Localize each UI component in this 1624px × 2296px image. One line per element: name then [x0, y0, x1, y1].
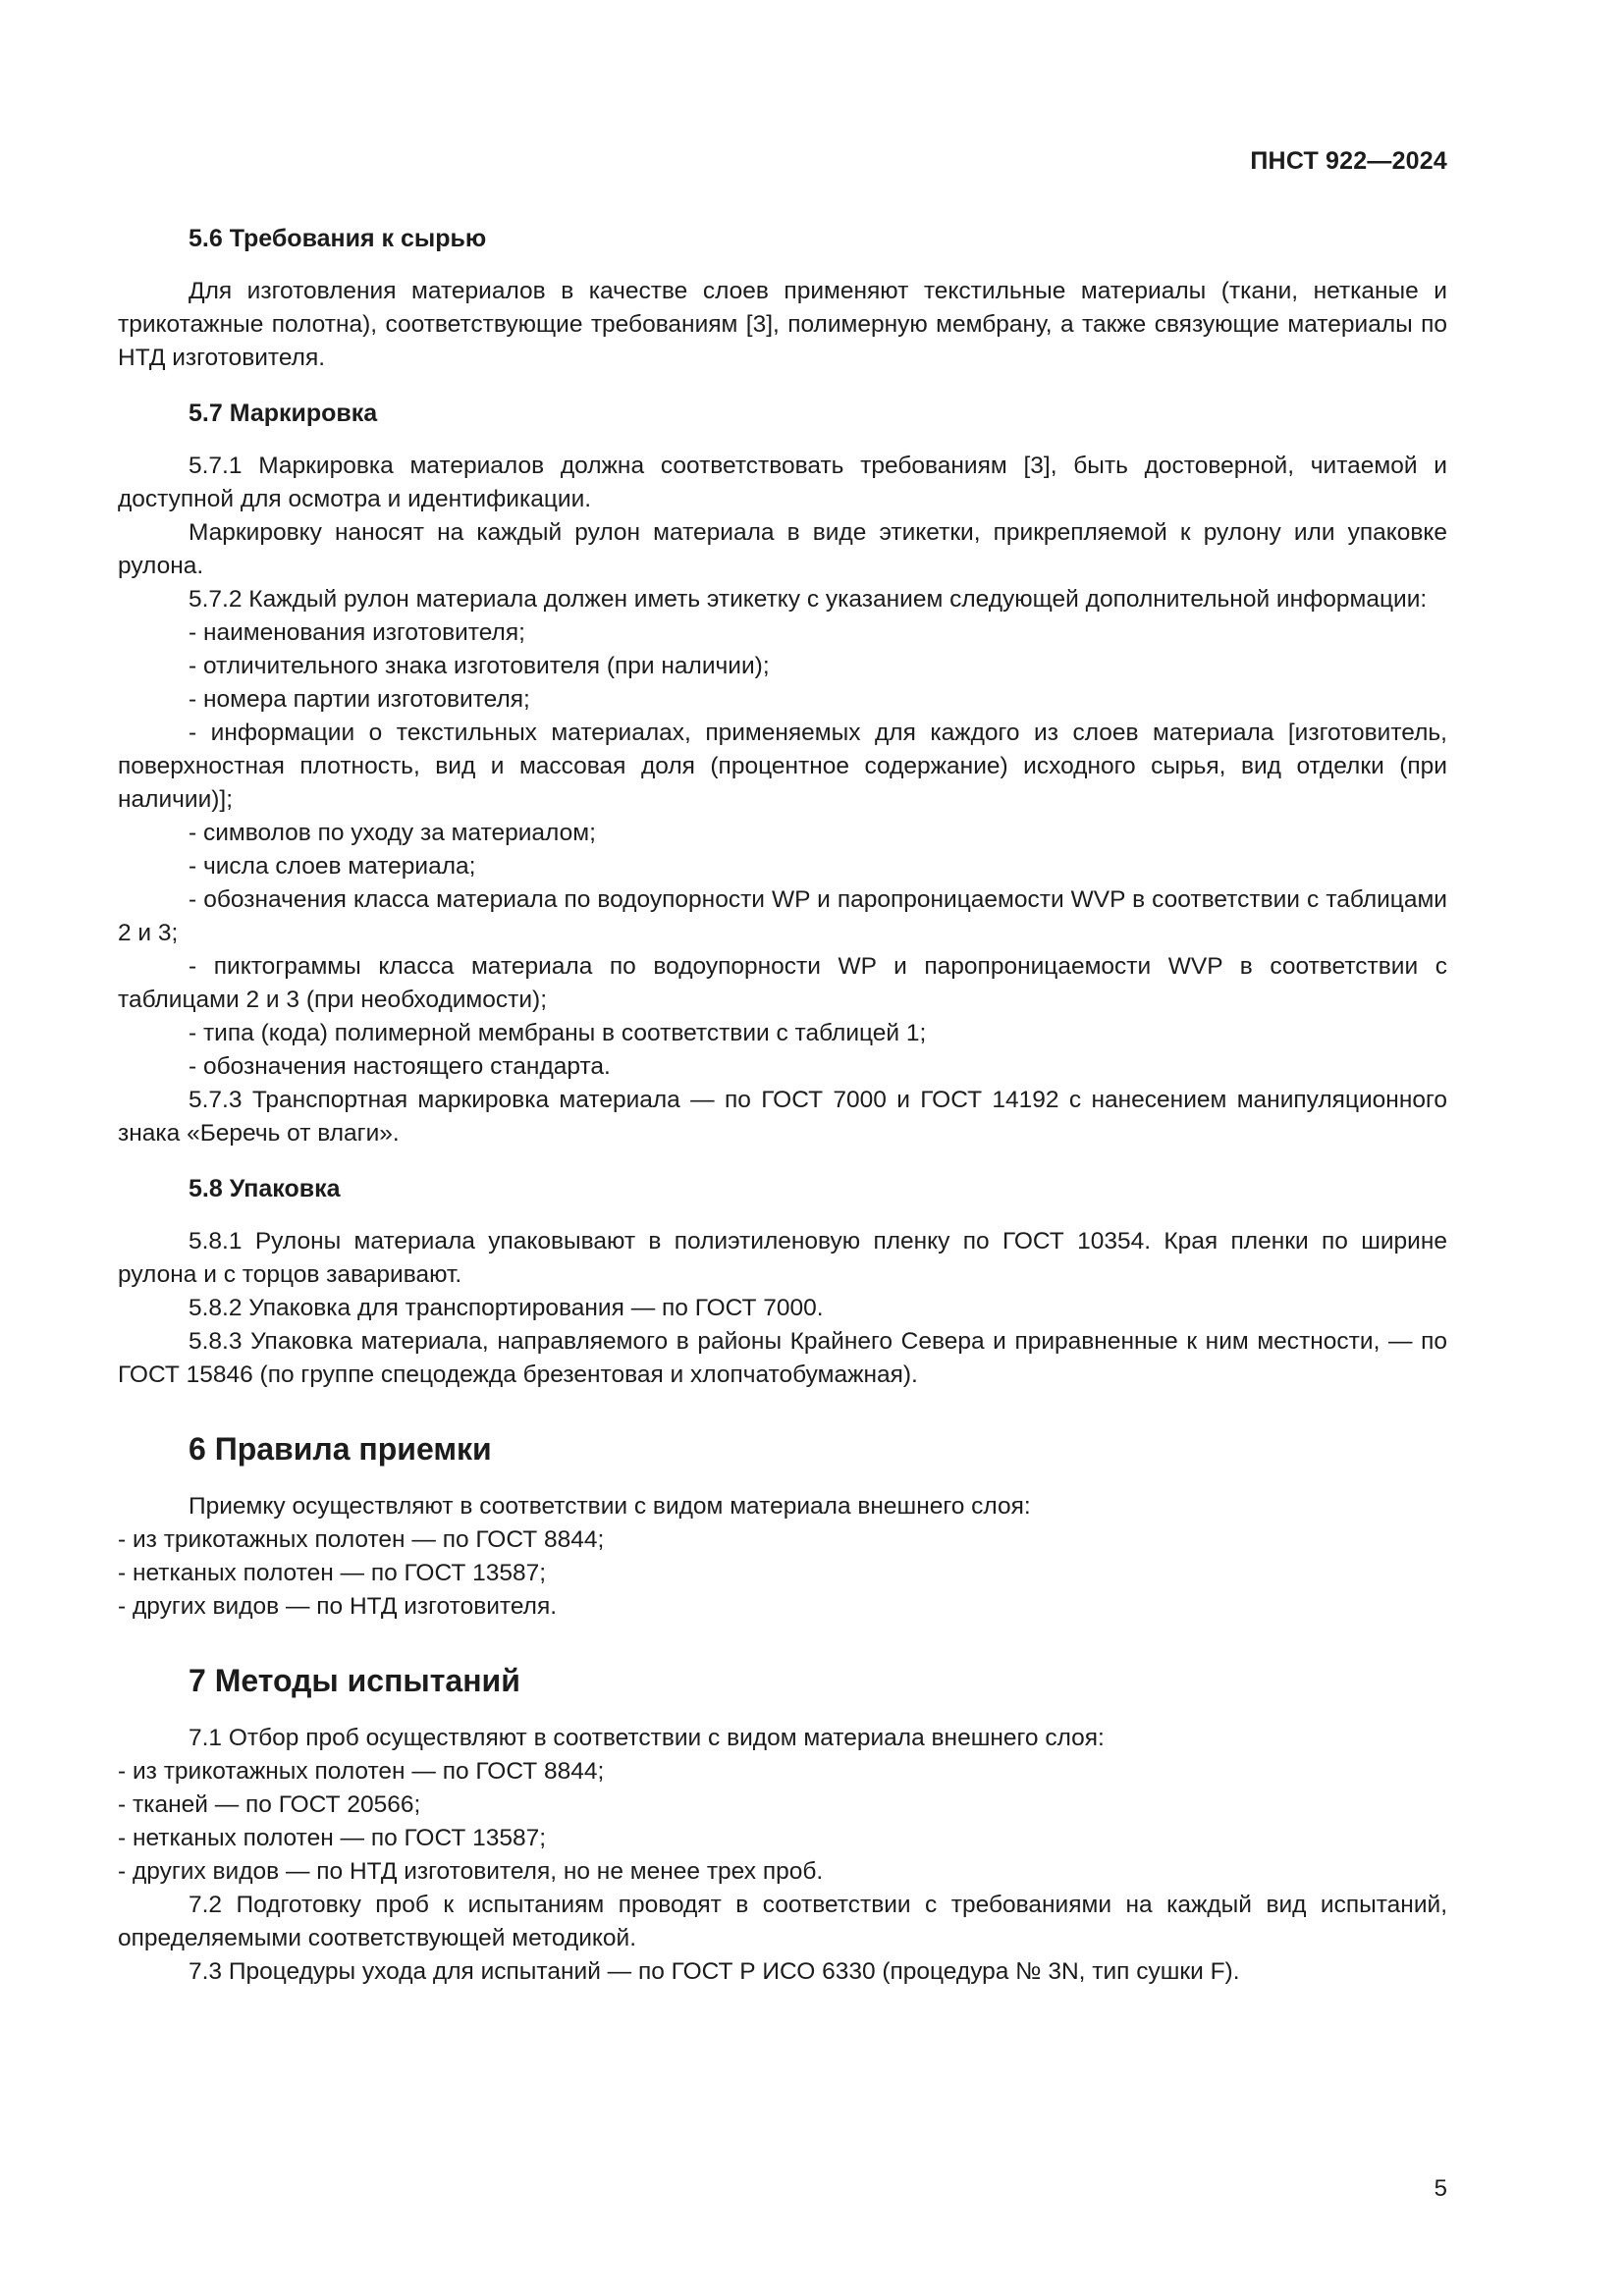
- list-item: - отличительного знака изготовителя (при наличии);: [189, 653, 770, 679]
- section-6-heading: 6 Правила приемки: [189, 1431, 492, 1467]
- section-5-7-heading: 5.7 Маркировка: [189, 400, 378, 427]
- list-item: - из трикотажных полотен — по ГОСТ 8844;: [118, 1758, 605, 1785]
- document-body: [118, 222, 1447, 1989]
- list-item: - пиктограммы класса материала по водоупорности WP и паропроницаемости WVP в соответствии с таблицами 2 и 3 (при необходимости);: [118, 953, 1447, 1013]
- clause-7-1: 7.1 Отбор проб осуществляют в соответствии с видом материала внешнего слоя:: [189, 1725, 1105, 1751]
- list-item: - других видов — по НТД изготовителя, но не менее трех проб.: [118, 1858, 824, 1885]
- list-item: - числа слоев материала;: [189, 853, 476, 880]
- list-item: - из трикотажных полотен — по ГОСТ 8844;: [118, 1526, 605, 1553]
- clause-7-3: 7.3 Процедуры ухода для испытаний — по ГОСТ Р ИСО 6330 (процедура № 3N, тип сушки F).: [189, 1958, 1240, 1985]
- clause-5-7-3: 5.7.3 Транспортная маркировка материала — по ГОСТ 7000 и ГОСТ 14192 с нанесением манипуляционного знака «Беречь от влаги».: [118, 1087, 1447, 1147]
- clause-5-7-1-paragraph-2: Маркировку наносят на каждый рулон материала в виде этикетки, прикрепляемой к рулону или упаковке рулона.: [118, 519, 1447, 579]
- list-item: - нетканых полотен — по ГОСТ 13587;: [118, 1560, 547, 1586]
- list-item: - обозначения класса материала по водоупорности WP и паропроницаемости WVP в соответствии с таблицами 2 и 3;: [118, 886, 1447, 946]
- list-item: - обозначения настоящего стандарта.: [189, 1053, 611, 1080]
- clause-5-8-1: 5.8.1 Рулоны материала упаковывают в полиэтиленовую пленку по ГОСТ 10354. Края пленки по ширине рулона и с торцов заваривают.: [118, 1228, 1447, 1288]
- list-item: - других видов — по НТД изготовителя.: [118, 1593, 558, 1620]
- document-code: ПНСТ 922—2024: [1250, 147, 1447, 175]
- section-5-6-paragraph: Для изготовления материалов в качестве слоев применяют текстильные материалы (ткани, нетканые и трикотажные полотна), соответствующие требованиям [3], полимерную мембрану, а также связующие материалы по НТД изготовителя.: [118, 278, 1447, 371]
- section-6-intro: Приемку осуществляют в соответствии с видом материала внешнего слоя:: [189, 1493, 1031, 1520]
- list-item: - информации о текстильных материалах, применяемых для каждого из слоев материала [изготовитель, поверхностная плотность, вид и массовая доля (процентное содержание) исходного сырья, вид отделки (при наличии)];: [118, 720, 1447, 813]
- clause-5-8-2: 5.8.2 Упаковка для транспортирования — по ГОСТ 7000.: [189, 1295, 824, 1321]
- clause-5-7-1: 5.7.1 Маркировка материалов должна соответствовать требованиям [3], быть достоверной, читаемой и доступной для осмотра и идентификации.: [118, 453, 1447, 512]
- section-5-6-heading: 5.6 Требования к сырью: [189, 225, 487, 252]
- section-5-8-heading: 5.8 Упаковка: [189, 1175, 341, 1202]
- list-item: - номера партии изготовителя;: [189, 686, 530, 713]
- list-item: - тканей — по ГОСТ 20566;: [118, 1791, 421, 1818]
- list-item: - типа (кода) полимерной мембраны в соответствии с таблицей 1;: [189, 1020, 927, 1046]
- clause-5-8-3: 5.8.3 Упаковка материала, направляемого в районы Крайнего Севера и приравненные к ним местности, — по ГОСТ 15846 (по группе спецодежда брезентовая и хлопчатобумажная).: [118, 1328, 1447, 1388]
- list-item: - нетканых полотен — по ГОСТ 13587;: [118, 1825, 547, 1851]
- clause-5-7-2: 5.7.2 Каждый рулон материала должен иметь этикетку с указанием следующей дополнительной информации:: [189, 586, 1428, 613]
- page-number: 5: [1434, 2175, 1447, 2202]
- list-item: - наименования изготовителя;: [189, 619, 525, 646]
- section-7-heading: 7 Методы испытаний: [189, 1663, 520, 1698]
- list-item: - символов по уходу за материалом;: [189, 820, 596, 846]
- clause-7-2: 7.2 Подготовку проб к испытаниям проводят в соответствии с требованиями на каждый вид испытаний, определяемыми соответствующей методикой.: [118, 1892, 1447, 1951]
